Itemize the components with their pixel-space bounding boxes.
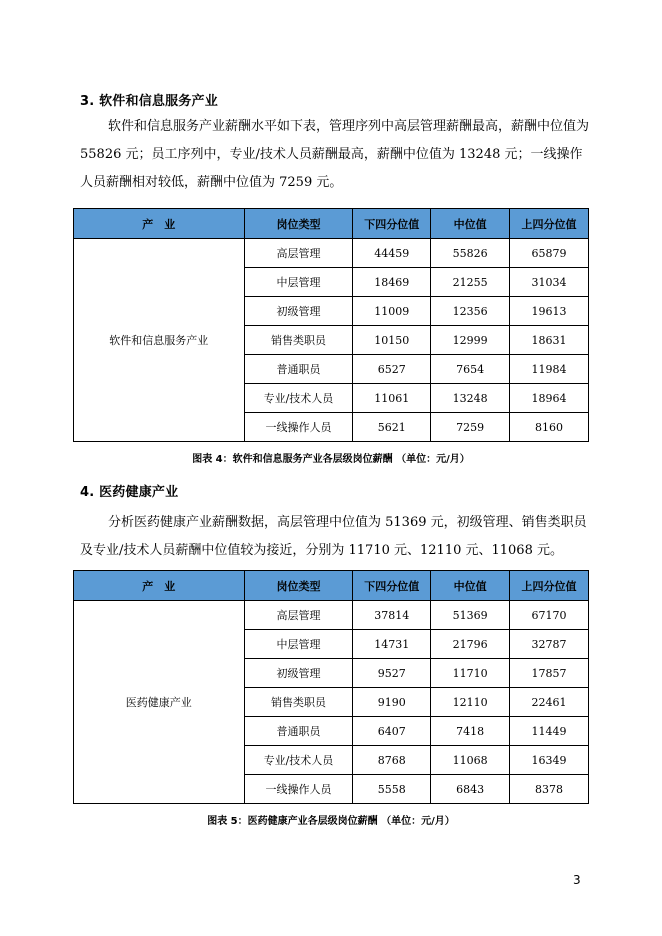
p75-cell: 8160 — [510, 413, 589, 442]
p75-cell: 18964 — [510, 384, 589, 413]
p75-cell: 18631 — [510, 326, 589, 355]
table-header-row — [74, 571, 589, 601]
section-paragraph-software: 软件和信息服务产业薪酬水平如下表，管理序列中高层管理薪酬最高，薪酬中位值为 55826 元；员工序列中，专业/技术人员薪酬最高，薪酬中位值为 13248 元；一线操作人员薪酬相对较低，薪酬中位值为 7259 元。 — [80, 119, 590, 190]
column-header-median: 中位值 — [431, 571, 510, 601]
role-cell: 销售类职员 — [244, 326, 353, 355]
p75-cell: 22461 — [510, 688, 589, 717]
table-row — [74, 239, 589, 268]
p25-cell: 9190 — [353, 688, 431, 717]
median-cell: 7418 — [431, 717, 510, 746]
role-cell: 专业/技术人员 — [244, 384, 353, 413]
p25-cell: 44459 — [353, 239, 431, 268]
p75-cell: 8378 — [510, 775, 589, 804]
section-heading-software: 3. 软件和信息服务产业 — [80, 94, 218, 109]
column-header-p75: 上四分位值 — [510, 571, 589, 601]
p25-cell: 6527 — [353, 355, 431, 384]
p25-cell: 5558 — [353, 775, 431, 804]
role-cell: 初级管理 — [244, 659, 353, 688]
role-cell: 中层管理 — [244, 268, 353, 297]
role-cell: 专业/技术人员 — [244, 746, 353, 775]
median-cell: 6843 — [431, 775, 510, 804]
p25-cell: 10150 — [353, 326, 431, 355]
role-cell: 一线操作人员 — [244, 413, 353, 442]
p25-cell: 37814 — [353, 601, 431, 630]
table-caption-software: 图表 4：软件和信息服务产业各层级岗位薪酬 （单位：元/月） — [192, 454, 470, 465]
column-header-role: 岗位类型 — [244, 209, 353, 239]
role-cell: 中层管理 — [244, 630, 353, 659]
column-header-p25: 下四分位值 — [353, 209, 431, 239]
table-header-row — [74, 209, 589, 239]
median-cell: 13248 — [431, 384, 510, 413]
p25-cell: 9527 — [353, 659, 431, 688]
p25-cell: 18469 — [353, 268, 431, 297]
role-cell: 高层管理 — [244, 601, 353, 630]
p75-cell: 19613 — [510, 297, 589, 326]
role-cell: 高层管理 — [244, 239, 353, 268]
median-cell: 7259 — [431, 413, 510, 442]
column-header-industry: 产 业 — [74, 209, 245, 239]
median-cell: 11710 — [431, 659, 510, 688]
median-cell: 51369 — [431, 601, 510, 630]
p75-cell: 65879 — [510, 239, 589, 268]
role-cell: 初级管理 — [244, 297, 353, 326]
p75-cell: 31034 — [510, 268, 589, 297]
median-cell: 11068 — [431, 746, 510, 775]
table-body — [74, 239, 589, 442]
median-cell: 21255 — [431, 268, 510, 297]
column-header-industry: 产 业 — [74, 571, 245, 601]
p75-cell: 32787 — [510, 630, 589, 659]
column-header-p75: 上四分位值 — [510, 209, 589, 239]
p75-cell: 17857 — [510, 659, 589, 688]
table-caption-pharma: 图表 5：医药健康产业各层级岗位薪酬 （单位：元/月） — [207, 816, 455, 827]
industry-cell: 医药健康产业 — [74, 601, 245, 804]
p75-cell: 67170 — [510, 601, 589, 630]
p25-cell: 6407 — [353, 717, 431, 746]
role-cell: 普通职员 — [244, 355, 353, 384]
role-cell: 普通职员 — [244, 717, 353, 746]
p25-cell: 11061 — [353, 384, 431, 413]
p25-cell: 8768 — [353, 746, 431, 775]
p75-cell: 11984 — [510, 355, 589, 384]
table-row — [74, 601, 589, 630]
column-header-p25: 下四分位值 — [353, 571, 431, 601]
median-cell: 12999 — [431, 326, 510, 355]
p25-cell: 5621 — [353, 413, 431, 442]
section-heading-pharma: 4. 医药健康产业 — [80, 485, 179, 500]
median-cell: 21796 — [431, 630, 510, 659]
role-cell: 一线操作人员 — [244, 775, 353, 804]
section-paragraph-pharma: 分析医药健康产业薪酬数据，高层管理中位值为 51369 元，初级管理、销售类职员及专业/技术人员薪酬中位值较为接近，分别为 11710 元、12110 元、11068 元。 — [80, 515, 587, 558]
column-header-median: 中位值 — [431, 209, 510, 239]
salary-table-software — [73, 208, 589, 442]
industry-cell: 软件和信息服务产业 — [74, 239, 245, 442]
p75-cell: 16349 — [510, 746, 589, 775]
p25-cell: 14731 — [353, 630, 431, 659]
role-cell: 销售类职员 — [244, 688, 353, 717]
salary-table-pharma — [73, 570, 589, 804]
median-cell: 12110 — [431, 688, 510, 717]
column-header-role: 岗位类型 — [244, 571, 353, 601]
median-cell: 7654 — [431, 355, 510, 384]
page-number: 3 — [573, 873, 581, 887]
p25-cell: 11009 — [353, 297, 431, 326]
median-cell: 55826 — [431, 239, 510, 268]
median-cell: 12356 — [431, 297, 510, 326]
p75-cell: 11449 — [510, 717, 589, 746]
table-body — [74, 601, 589, 804]
